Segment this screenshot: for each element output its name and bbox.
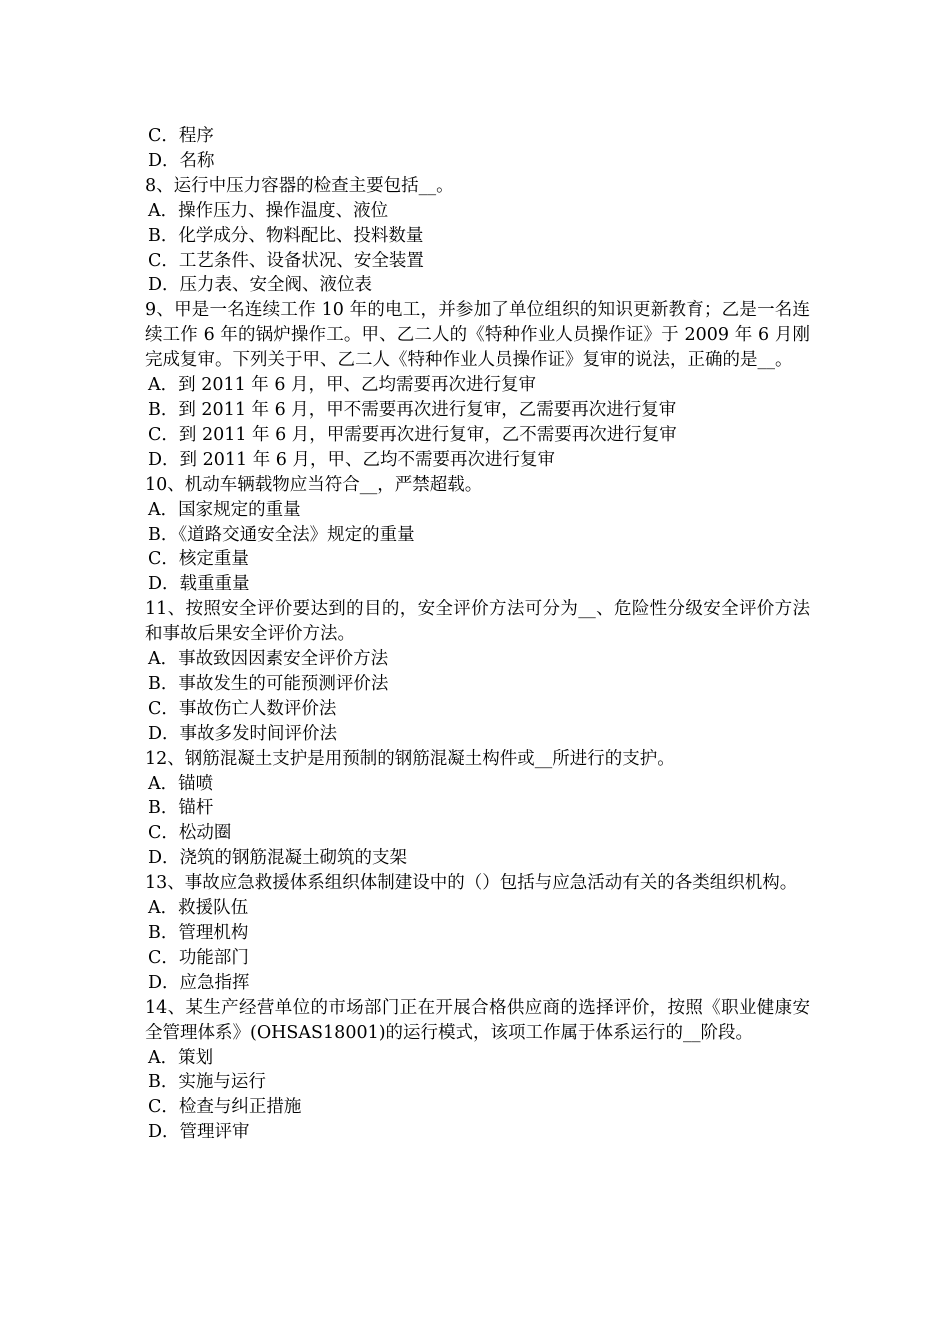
question-10: 10、机动车辆载物应当符合__，严禁超载。 [145, 474, 483, 495]
question-8: 8、运行中压力容器的检查主要包括__。 [145, 175, 454, 196]
document-page [145, 124, 810, 1145]
option-line: B．事故发生的可能预测评价法 [148, 673, 389, 694]
question-11: 11、按照安全评价要达到的目的，安全评价方法可分为__、危险性分级安全评价方法和事故后果安全评价方法。 [145, 599, 810, 645]
option-line: C．功能部门 [148, 947, 249, 968]
question-13: 13、事故应急救援体系组织体制建设中的（）包括与应急活动有关的各类组织机构。 [145, 873, 798, 894]
question-14: 14、某生产经营单位的市场部门正在开展合格供应商的选择评价，按照《职业健康安全管理体系》(OHSAS18001)的运行模式，该项工作属于体系运行的__阶段。 [145, 997, 810, 1043]
option-line: C．核定重量 [148, 549, 249, 570]
option-line: C．事故伤亡人数评价法 [148, 698, 337, 719]
option-line: A．操作压力、操作温度、液位 [148, 200, 389, 221]
option-line: B．管理机构 [148, 923, 249, 943]
question-12: 12、钢筋混凝土支护是用预制的钢筋混凝土构件或__所进行的支护。 [145, 748, 675, 769]
option-line: C．松动圈 [148, 823, 232, 844]
option-line: A．事故致因因素安全评价方法 [148, 649, 389, 670]
option-line: C．检查与纠正措施 [148, 1097, 302, 1118]
option-line: D．载重重量 [148, 574, 250, 595]
option-line: B．到 2011 年 6 月，甲不需要再次进行复审，乙需要再次进行复审 [148, 399, 677, 420]
option-line: D．名称 [148, 150, 215, 171]
option-line: C．程序 [148, 126, 214, 146]
option-line: A．救援队伍 [148, 898, 249, 919]
option-line: A．国家规定的重量 [148, 499, 301, 520]
option-line: C．到 2011 年 6 月，甲需要再次进行复审，乙不需要再次进行复审 [148, 424, 677, 445]
option-line: B．锚杆 [148, 798, 214, 819]
option-line: A．锚喷 [148, 773, 214, 794]
option-line: C．工艺条件、设备状况、安全装置 [148, 250, 424, 271]
option-line: D．管理评审 [148, 1122, 250, 1143]
option-line: A．到 2011 年 6 月，甲、乙均需要再次进行复审 [148, 375, 537, 396]
option-line: A．策划 [148, 1047, 214, 1068]
option-line: D．应急指挥 [148, 972, 250, 993]
option-line: B．化学成分、物料配比、投料数量 [148, 225, 424, 246]
option-line: D．压力表、安全阀、液位表 [148, 275, 373, 296]
option-line: D．事故多发时间评价法 [148, 723, 338, 744]
option-line: B．实施与运行 [148, 1072, 266, 1093]
option-line: D．浇筑的钢筋混凝土砌筑的支架 [148, 848, 408, 869]
option-line: B．《道路交通安全法》规定的重量 [148, 524, 415, 545]
question-9: 9、甲是一名连续工作 10 年的电工，并参加了单位组织的知识更新教育；乙是一名连续工作 6 年的锅炉操作工。甲、乙二人的《特种作业人员操作证》于 2009 年 6 月刚完成复审。下列关于甲、乙二人《特种作业人员操作证》复审的说法，正确的是__。 [145, 300, 810, 371]
option-line: D．到 2011 年 6 月，甲、乙均不需要再次进行复审 [148, 449, 555, 470]
